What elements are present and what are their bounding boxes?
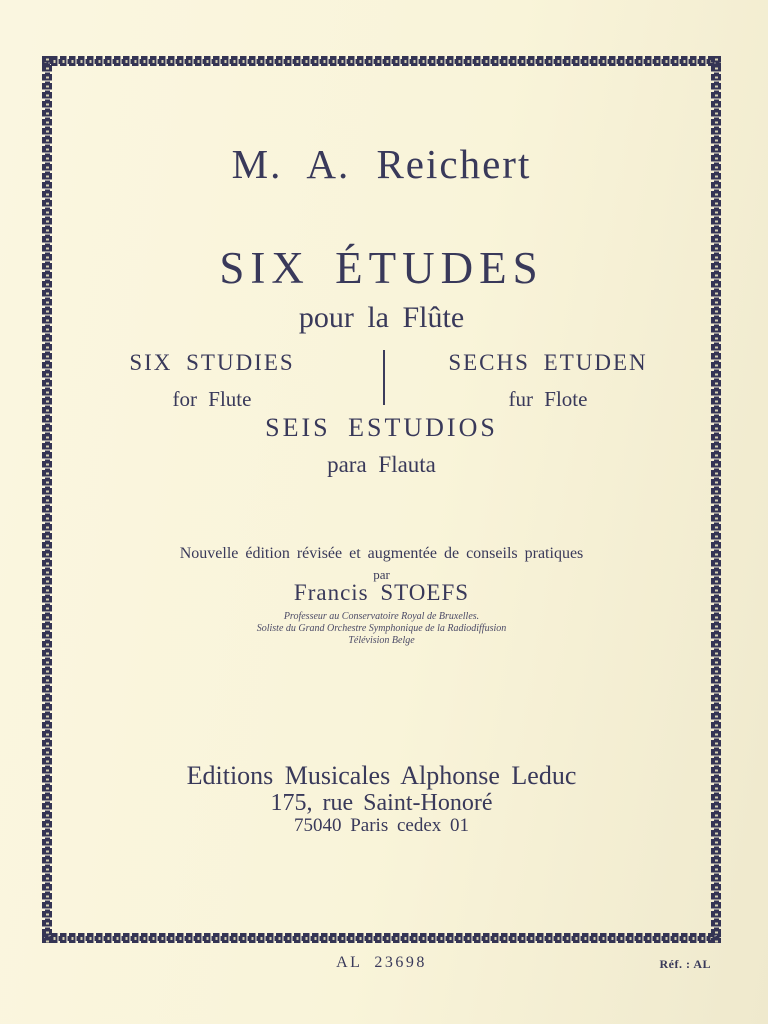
border-top-ornament bbox=[42, 56, 721, 66]
subtitle-german: fur Flote bbox=[508, 387, 588, 411]
work-subtitle-french: pour la Flûte bbox=[298, 301, 465, 334]
editor-credit-line-3: Télévision Belge bbox=[348, 635, 415, 646]
editor-name: Francis STOEFS bbox=[293, 580, 470, 605]
editor-credit-line-2: Soliste du Grand Orchestre Symphonique de la Radiodiffusion bbox=[256, 623, 507, 634]
border-bottom-ornament bbox=[42, 933, 721, 943]
subtitle-spanish: para Flauta bbox=[327, 452, 436, 477]
title-german: SECHS ETUDEN bbox=[448, 350, 648, 375]
title-column-german bbox=[382, 350, 714, 412]
reference-label: Réf. : AL bbox=[659, 957, 711, 971]
title-spanish: SEIS ESTUDIOS bbox=[265, 413, 498, 442]
subtitle-english: for Flute bbox=[172, 387, 252, 411]
plate-number: AL 23698 bbox=[336, 954, 427, 971]
work-title: SIX ÉTUDES bbox=[219, 243, 544, 293]
composer-name: M. A. Reichert bbox=[231, 141, 532, 187]
title-column-english bbox=[42, 350, 382, 412]
publisher-name: Editions Musicales Alphonse Leduc bbox=[186, 761, 577, 790]
publisher-street: 175, rue Saint-Honoré bbox=[270, 790, 493, 816]
edition-by-word: par bbox=[373, 567, 390, 582]
edition-note: Nouvelle édition révisée et augmentée de conseils pratiques bbox=[179, 545, 584, 562]
title-english: SIX STUDIES bbox=[129, 350, 295, 375]
editor-credits bbox=[42, 611, 721, 647]
publisher-city: 75040 Paris cedex 01 bbox=[293, 815, 470, 836]
editor-credit-line-1: Professeur au Conservatoire Royal de Bruxelles. bbox=[283, 611, 480, 622]
